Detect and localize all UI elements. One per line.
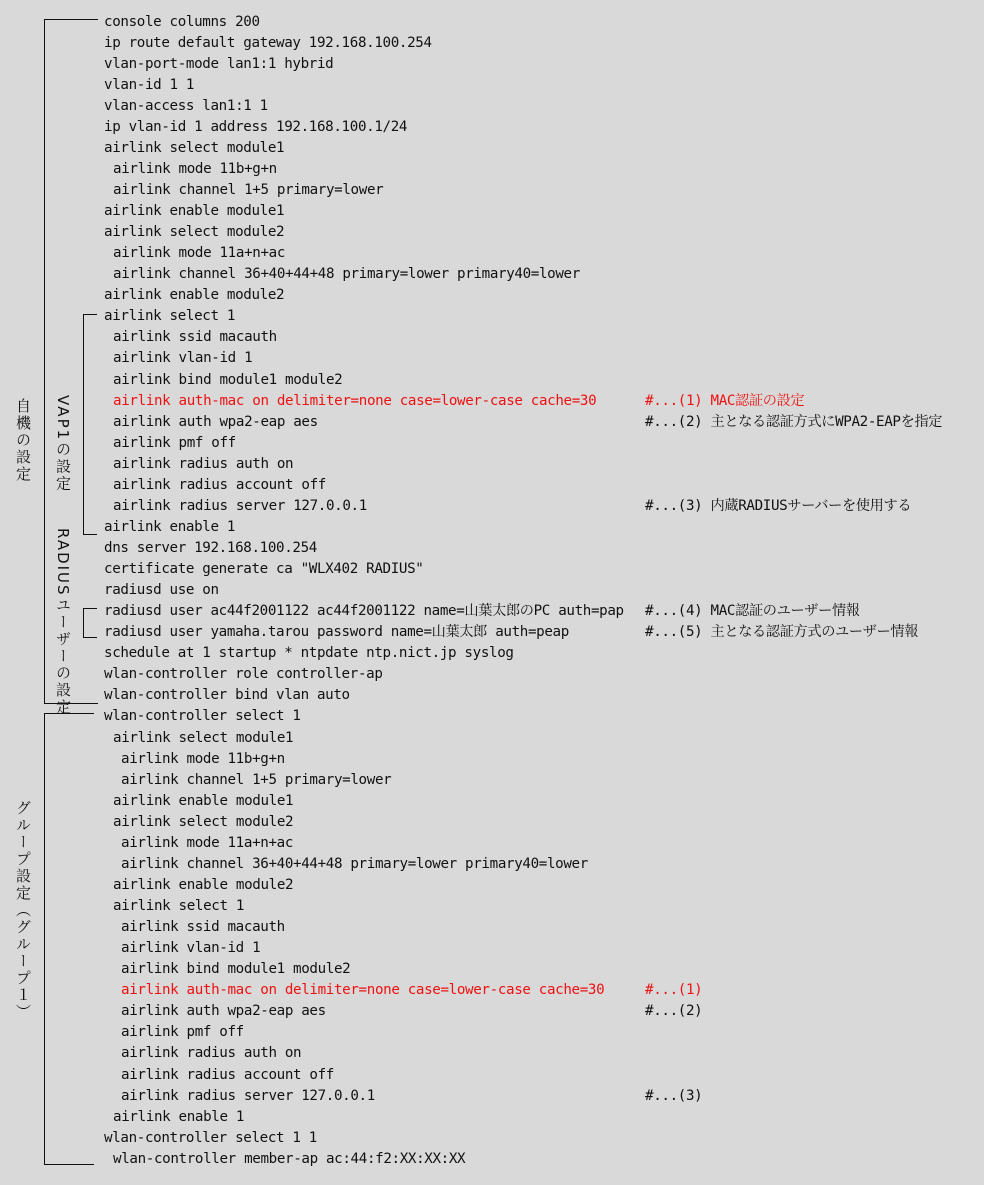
bracket-group-config <box>44 713 45 1165</box>
command-line: airlink enable 1 <box>104 518 236 535</box>
bracket-vap1-config <box>83 314 84 535</box>
command-line: airlink auth-mac on delimiter=none case=lower-case cache=30 <box>121 982 605 999</box>
command-line: airlink auth wpa2-eap aes <box>121 1003 326 1020</box>
line-comment: #...(1) <box>645 982 703 999</box>
command-line: airlink channel 1+5 primary=lower <box>113 181 384 198</box>
command-line: vlan-port-mode lan1:1 hybrid <box>104 55 334 72</box>
command-line: airlink radius auth on <box>121 1045 302 1062</box>
line-comment: #...(3) 内蔵RADIUSサーバーを使用する <box>645 497 912 514</box>
command-line: airlink mode 11b+g+n <box>121 750 285 767</box>
command-line: ip vlan-id 1 address 192.168.100.1/24 <box>104 118 408 135</box>
command-line: vlan-access lan1:1 1 <box>104 97 268 114</box>
command-line: airlink channel 1+5 primary=lower <box>121 771 392 788</box>
command-line: radiusd user ac44f2001122 ac44f2001122 name=山葉太郎のPC auth=pap <box>104 603 624 620</box>
command-line: airlink radius server 127.0.0.1 <box>113 497 367 514</box>
command-line: wlan-controller select 1 1 <box>104 1129 317 1146</box>
command-line: airlink enable module2 <box>113 876 294 893</box>
command-line: wlan-controller bind vlan auto <box>104 687 350 704</box>
line-comment: #...(4) MAC認証のユーザー情報 <box>645 603 860 620</box>
command-line: airlink select module1 <box>104 139 285 156</box>
command-line: vlan-id 1 1 <box>104 76 195 93</box>
command-line: airlink radius account off <box>113 476 326 493</box>
command-line: airlink enable 1 <box>113 1108 245 1125</box>
command-line: airlink select 1 <box>104 308 236 325</box>
command-line: airlink enable module2 <box>104 287 285 304</box>
command-line: airlink bind module1 module2 <box>113 371 343 388</box>
bracket-radius-user <box>83 608 84 638</box>
command-line: airlink bind module1 module2 <box>121 961 351 978</box>
command-line: airlink select 1 <box>113 898 245 915</box>
label-vap1-config: VAP1の設定 <box>54 395 72 493</box>
line-comment: #...(2) <box>645 1003 703 1020</box>
label-self-config: 自機の設定 <box>14 398 32 483</box>
command-line: airlink radius account off <box>121 1066 334 1083</box>
label-radius-user-config: RADIUSユーザーの設定 <box>54 528 72 716</box>
command-line: console columns 200 <box>104 13 260 30</box>
command-line: airlink enable module1 <box>104 203 285 220</box>
command-line: airlink pmf off <box>121 1024 244 1041</box>
command-line: radiusd user yamaha.tarou password name=山葉太郎 auth=peap <box>104 624 569 641</box>
command-line: airlink radius server 127.0.0.1 <box>121 1087 375 1104</box>
command-line: ip route default gateway 192.168.100.254 <box>104 34 432 51</box>
line-comment: #...(5) 主となる認証方式のユーザー情報 <box>645 624 919 641</box>
command-line: airlink enable module1 <box>113 792 294 809</box>
command-line: airlink mode 11a+n+ac <box>121 834 294 851</box>
command-line: airlink radius auth on <box>113 455 294 472</box>
command-line: airlink channel 36+40+44+48 primary=lower primary40=lower <box>113 266 580 283</box>
command-line: certificate generate ca "WLX402 RADIUS" <box>104 561 424 578</box>
command-line: airlink mode 11a+n+ac <box>113 245 286 262</box>
command-line: airlink select module2 <box>104 224 285 241</box>
label-group-config: グループ設定（グループ１） <box>14 800 32 1021</box>
command-line: airlink ssid macauth <box>113 329 277 346</box>
line-comment: #...(2) 主となる認証方式にWPA2-EAPを指定 <box>645 413 943 430</box>
line-comment: #...(3) <box>645 1087 703 1104</box>
command-line: dns server 192.168.100.254 <box>104 540 317 556</box>
command-line: airlink pmf off <box>113 434 236 451</box>
command-line: airlink auth-mac on delimiter=none case=lower-case cache=30 <box>113 392 597 409</box>
command-line: airlink vlan-id 1 <box>113 350 253 367</box>
command-line: airlink vlan-id 1 <box>121 940 261 957</box>
command-line: airlink mode 11b+g+n <box>113 160 277 177</box>
command-line: airlink channel 36+40+44+48 primary=lower primary40=lower <box>121 855 588 872</box>
command-line: airlink select module1 <box>113 729 294 746</box>
command-line: radiusd use on <box>104 582 219 599</box>
line-comment: #...(1) MAC認証の設定 <box>645 392 805 409</box>
command-line: wlan-controller member-ap ac:44:f2:XX:XX:XX <box>113 1150 466 1167</box>
command-line: wlan-controller select 1 <box>104 708 301 725</box>
command-line: schedule at 1 startup * ntpdate ntp.nict.jp syslog <box>104 645 514 662</box>
command-line: airlink ssid macauth <box>121 919 285 936</box>
bracket-self-config <box>44 19 45 704</box>
command-line: airlink auth wpa2-eap aes <box>113 413 318 430</box>
command-line: airlink select module2 <box>113 813 294 830</box>
command-line: wlan-controller role controller-ap <box>104 666 383 683</box>
